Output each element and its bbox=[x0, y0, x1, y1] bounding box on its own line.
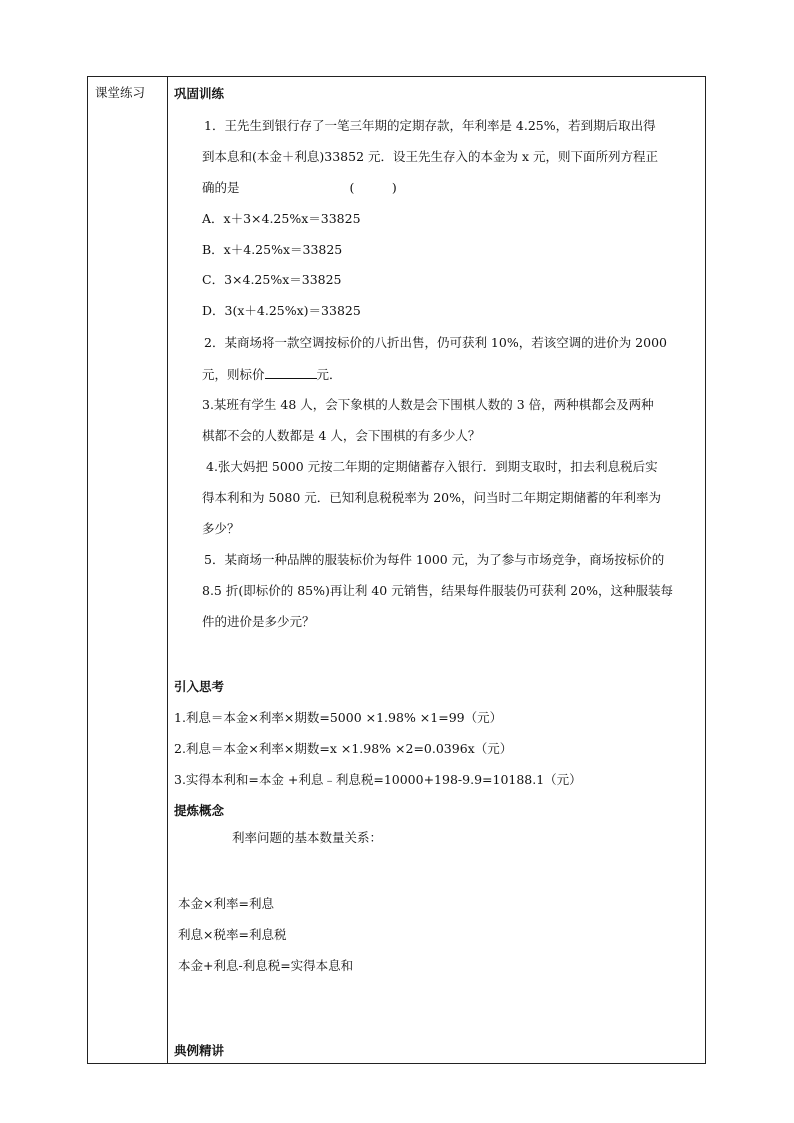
q1-line-1: 1．王先生到银行存了一笔三年期的定期存款，年利率是 4.25%，若到期后取出得 bbox=[204, 118, 656, 133]
answer-blank bbox=[265, 366, 317, 379]
concept-heading: 利率问题的基本数量关系： bbox=[232, 830, 383, 845]
q2-post: 元． bbox=[316, 367, 342, 382]
section-title-concept: 提炼概念 bbox=[174, 803, 225, 818]
q2-line-2 bbox=[202, 366, 342, 383]
q1-stem-end: 确的是 bbox=[202, 180, 240, 195]
q4-line-2: 得本利和为 5080 元．已知利息税税率为 20%，问当时二年期定期储蓄的年利率为 bbox=[202, 490, 662, 505]
q2-line-1: 2．某商场将一款空调按标价的八折出售，仍可获利 10%，若该空调的进价为 2000 bbox=[204, 335, 667, 350]
section-title-intro: 引入思考 bbox=[174, 679, 225, 694]
q1-option-c: C．3×4.25%x＝33825 bbox=[202, 272, 342, 287]
row-label: 课堂练习 bbox=[95, 85, 146, 100]
section-title-example: 典例精讲 bbox=[174, 1043, 225, 1058]
q1-option-d: D．3(x＋4.25%x)＝33825 bbox=[202, 303, 361, 318]
q5-line-3: 件的进价是多少元？ bbox=[202, 614, 315, 629]
concept-relation-2: 利息×税率=利息税 bbox=[178, 927, 287, 942]
q2-pre: 元，则标价 bbox=[202, 367, 265, 382]
q1-line-3 bbox=[202, 180, 397, 196]
q3-line-1: 3.某班有学生 48 人，会下象棋的人数是会下围棋人数的 3 倍，两种棋都会及两种 bbox=[202, 397, 654, 412]
table-frame bbox=[87, 76, 706, 1064]
q5-line-2: 8.5 折(即标价的 85%)再让利 40 元销售，结果每件服装仍可获利 20%，这种服装每 bbox=[202, 583, 673, 598]
section-title-practice: 巩固训练 bbox=[174, 86, 225, 101]
q4-line-1: 4.张大妈把 5000 元按二年期的定期储蓄存入银行．到期支取时，扣去利息税后实 bbox=[206, 459, 658, 474]
q3-line-2: 棋都不会的人数都是 4 人，会下围棋的有多少人？ bbox=[202, 428, 481, 443]
q1-line-2: 到本息和(本金＋利息)33852 元．设王先生存入的本金为 x 元，则下面所列方程正 bbox=[202, 149, 658, 164]
think-line-1: 1.利息＝本金×利率×期数=5000 ×1.98% ×1=99（元） bbox=[174, 710, 503, 725]
think-line-3: 3.实得本利和=本金 +利息﹣利息税=10000+198-9.9=10188.1（元） bbox=[174, 772, 582, 787]
concept-relation-1: 本金×利率=利息 bbox=[178, 896, 274, 911]
q1-option-b: B．x＋4.25%x＝33825 bbox=[202, 242, 343, 257]
q4-line-3: 多少？ bbox=[202, 521, 240, 536]
q5-line-1: 5．某商场一种品牌的服装标价为每件 1000 元，为了参与市场竞争，商场按标价的 bbox=[204, 552, 665, 567]
q1-option-a: A．x＋3×4.25%x＝33825 bbox=[202, 211, 361, 226]
concept-relation-3: 本金+利息-利息税=实得本息和 bbox=[178, 958, 354, 973]
q1-answer-paren: ( ) bbox=[349, 180, 397, 195]
column-divider bbox=[167, 76, 168, 1064]
think-line-2: 2.利息＝本金×利率×期数=x ×1.98% ×2=0.0396x（元） bbox=[174, 741, 513, 756]
